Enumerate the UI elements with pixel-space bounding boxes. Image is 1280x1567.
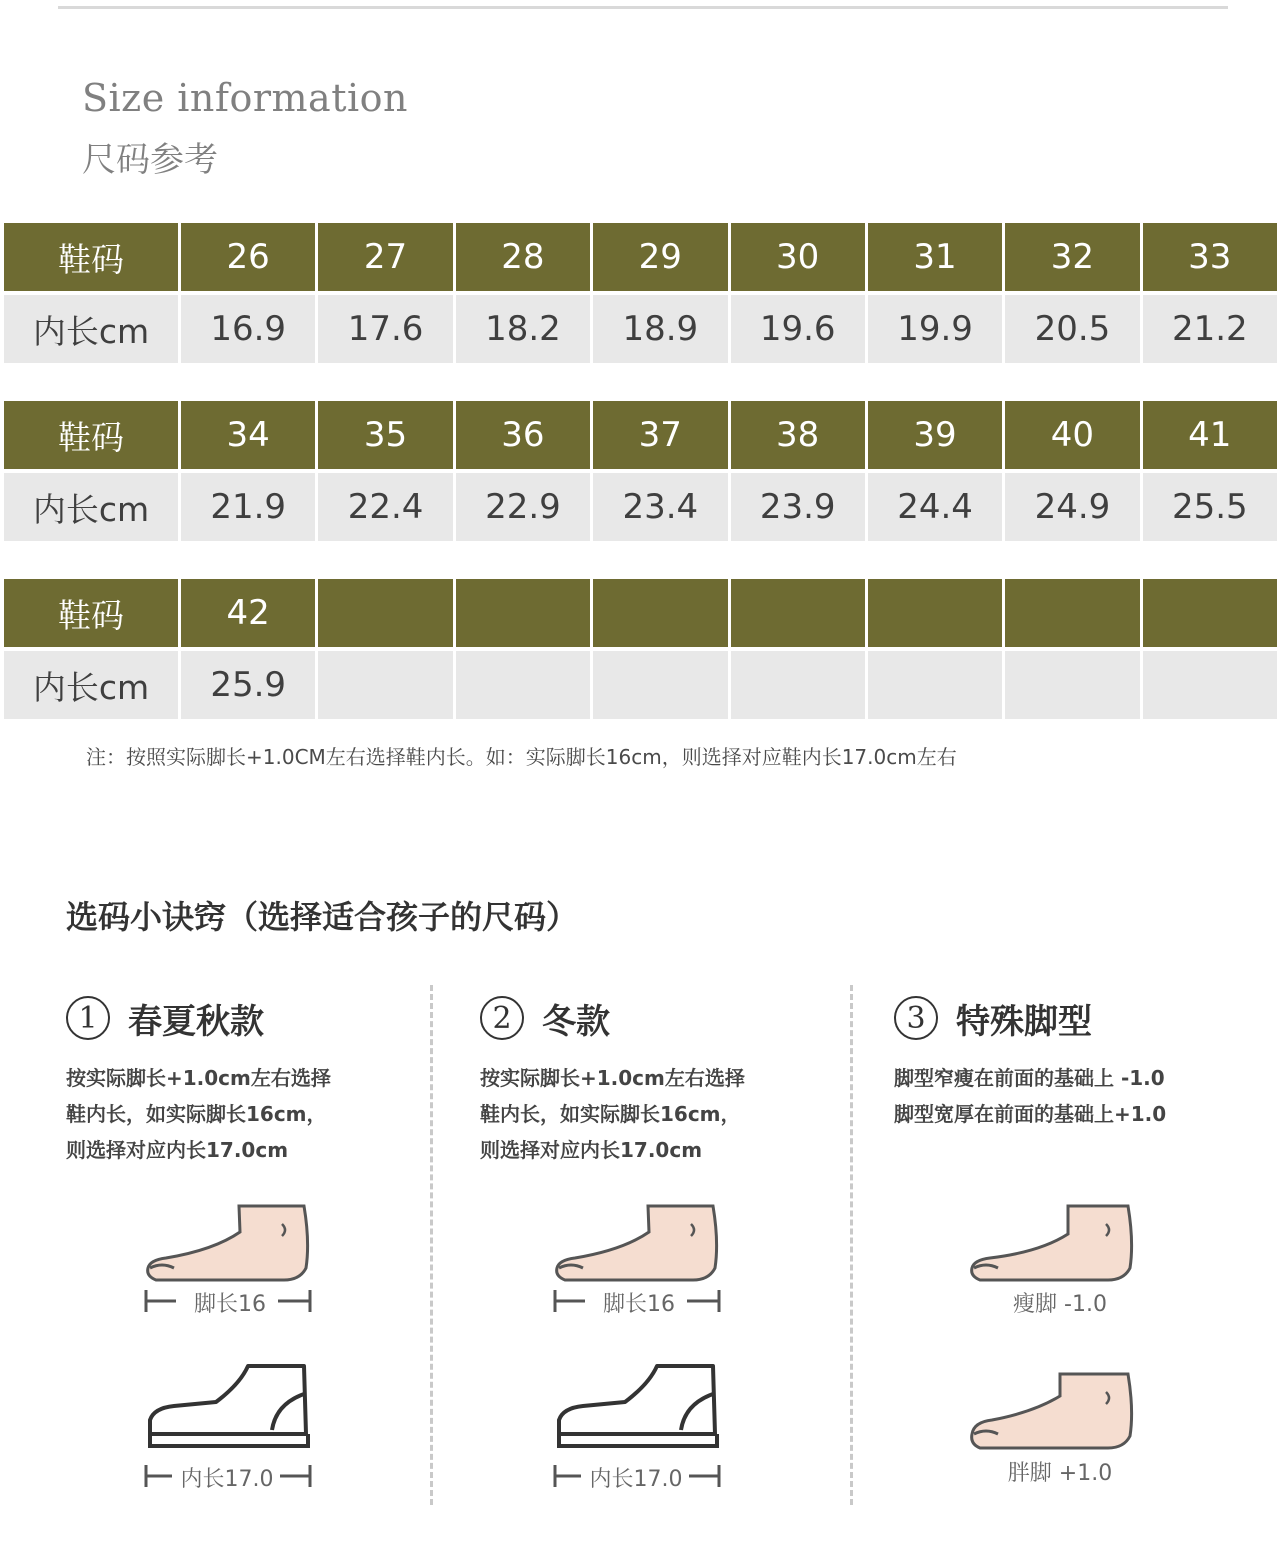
length-cell [318,651,452,719]
length-cell: 17.6 [318,295,452,363]
size-row [4,401,1277,469]
length-cell: 16.9 [181,295,315,363]
foot-icon [553,1202,723,1284]
tip-title: 特殊脚型 [956,1001,1092,1042]
length-row-label: 内长cm [4,651,178,719]
size-row-label: 鞋码 [4,401,178,469]
tip-column-3 [894,990,1264,1132]
tip-title: 春夏秋款 [128,1001,264,1042]
length-cell: 22.9 [456,473,590,541]
tip-text [894,1060,1264,1132]
tip-title: 冬款 [542,1001,610,1042]
foot-length-caption: 脚长16 [603,1292,675,1317]
tip-text [480,1060,850,1168]
size-cell: 38 [731,401,865,469]
size-cell [731,579,865,647]
title-chinese: 尺码参考 [82,140,218,180]
inner-length-caption: 内长17.0 [589,1467,683,1492]
tip-line: 按实际脚长+1.0cm左右选择 [480,1066,745,1090]
length-cell: 21.9 [181,473,315,541]
foot-length-caption: 脚长16 [194,1292,266,1317]
size-cell: 37 [593,401,727,469]
size-cell: 29 [593,223,727,291]
length-cell [1005,651,1139,719]
size-cell: 32 [1005,223,1139,291]
foot-icon [144,1202,314,1284]
size-cell: 41 [1143,401,1277,469]
length-cell: 23.4 [593,473,727,541]
length-cell [731,651,865,719]
size-cell [318,579,452,647]
tip-line: 鞋内长，如实际脚长16cm， [66,1102,327,1126]
size-cell [868,579,1002,647]
size-cell: 40 [1005,401,1139,469]
size-table-group-3 [4,579,1277,719]
length-cell: 20.5 [1005,295,1139,363]
length-cell: 24.4 [868,473,1002,541]
tips-title: 选码小诀窍（选择适合孩子的尺码） [66,898,579,936]
number-badge: 3 [894,996,938,1040]
thin-foot-icon [968,1202,1138,1284]
tip-line: 鞋内长，如实际脚长16cm， [480,1102,741,1126]
size-cell: 26 [181,223,315,291]
size-cell: 31 [868,223,1002,291]
tip-column-2 [480,990,850,1168]
size-cell: 27 [318,223,452,291]
size-cell: 30 [731,223,865,291]
shoe-icon [144,1362,314,1452]
size-cell: 34 [181,401,315,469]
length-row [4,651,1277,719]
length-cell: 25.5 [1143,473,1277,541]
length-cell: 21.2 [1143,295,1277,363]
shoe-icon [553,1362,723,1452]
size-cell: 28 [456,223,590,291]
length-cell: 19.9 [868,295,1002,363]
size-cell [1143,579,1277,647]
size-row-label: 鞋码 [4,579,178,647]
length-cell: 22.4 [318,473,452,541]
length-row [4,295,1277,363]
tip-line: 则选择对应内长17.0cm [480,1138,703,1162]
length-cell: 25.9 [181,651,315,719]
length-cell [456,651,590,719]
inner-length-caption: 内长17.0 [180,1467,274,1492]
size-cell: 35 [318,401,452,469]
length-row-label: 内长cm [4,295,178,363]
size-cell: 36 [456,401,590,469]
column-divider [850,985,853,1505]
tip-column-1 [66,990,436,1168]
fat-foot-icon [968,1370,1138,1452]
size-row [4,223,1277,291]
tip-line: 脚型窄瘦在前面的基础上 -1.0 [894,1066,1165,1090]
tip-text [66,1060,436,1168]
top-divider [58,6,1228,9]
size-cell: 42 [181,579,315,647]
size-row [4,579,1277,647]
size-cell [593,579,727,647]
size-cell: 39 [868,401,1002,469]
length-cell: 24.9 [1005,473,1139,541]
title-english: Size information [82,76,408,120]
number-badge: 2 [480,996,524,1040]
size-row-label: 鞋码 [4,223,178,291]
length-cell [593,651,727,719]
tip-line: 按实际脚长+1.0cm左右选择 [66,1066,331,1090]
fat-foot-caption: 胖脚 +1.0 [1007,1461,1113,1486]
length-cell: 18.2 [456,295,590,363]
length-cell [868,651,1002,719]
length-cell [1143,651,1277,719]
size-table-group-1 [4,223,1277,363]
tip-line: 脚型宽厚在前面的基础上+1.0 [894,1102,1167,1126]
size-cell [1005,579,1139,647]
thin-foot-caption: 瘦脚 -1.0 [1013,1292,1107,1317]
length-row [4,473,1277,541]
size-note: 注：按照实际脚长+1.0CM左右选择鞋内长。如：实际脚长16cm，则选择对应鞋内长17.0cm左右 [86,745,957,769]
tip-line: 则选择对应内长17.0cm [66,1138,289,1162]
length-cell: 23.9 [731,473,865,541]
length-cell: 18.9 [593,295,727,363]
size-cell [456,579,590,647]
number-badge: 1 [66,996,110,1040]
size-table-group-2 [4,401,1277,541]
size-cell: 33 [1143,223,1277,291]
length-row-label: 内长cm [4,473,178,541]
length-cell: 19.6 [731,295,865,363]
